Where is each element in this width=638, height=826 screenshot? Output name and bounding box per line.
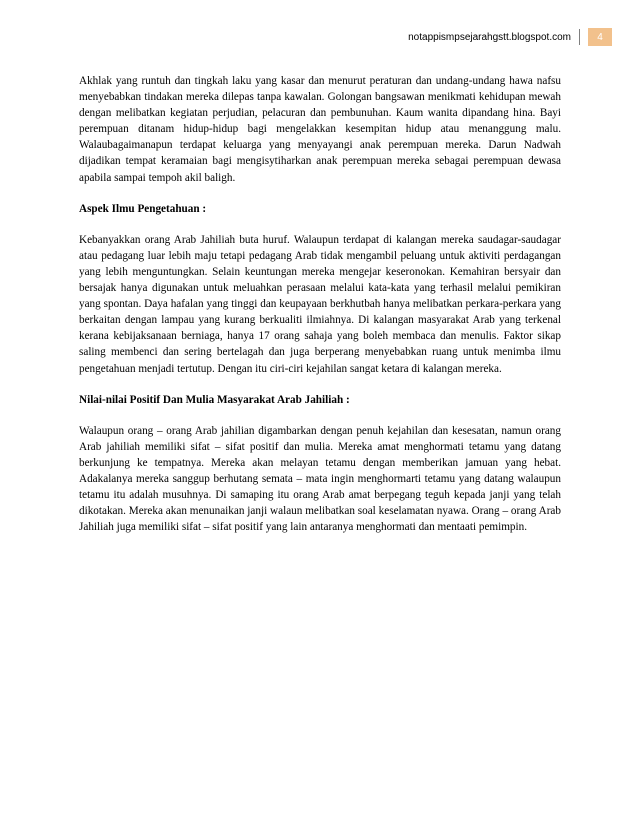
page-number-badge: 4 bbox=[588, 28, 612, 46]
heading-nilai-positif: Nilai-nilai Positif Dan Mulia Masyarakat Arab Jahiliah : bbox=[79, 393, 350, 406]
header-divider bbox=[579, 29, 580, 45]
page-content bbox=[79, 73, 561, 550]
heading-aspek-ilmu: Aspek Ilmu Pengetahuan : bbox=[79, 202, 207, 215]
paragraph-akhlak: Akhlak yang runtuh dan tingkah laku yang kasar dan menurut peraturan dan undang-undang hawa nafsu menyebabkan tindakan mereka dilepas tanpa kawalan. Golongan bangsawan menikmati kehidupan mewah dengan melibatkan kegiatan perjudian, pelacuran dan pembunuhan. Kaum wanita dipandang hina. Bayi perempuan ditanam hidup-hidup bagi mengelakkan kesempitan hidup atau menanggung malu. Walaubagaimanapun terdapat keluarga yang menyayangi anak perempuan mereka. Darun Nadwah dijadikan tempat keramaian bagi mengisytiharkan anak perempuan mereka sebagai perempuan dewasa apabila sampai tempoh akil baligh. bbox=[79, 75, 561, 184]
header-url[interactable]: notappismpsejarahgstt.blogspot.com bbox=[408, 31, 571, 43]
page-header bbox=[408, 28, 612, 46]
paragraph-nilai-positif: Walaupun orang – orang Arab jahilian digambarkan dengan penuh kejahilan dan kesesatan, namun orang Arab jahiliah memiliki sifat – sifat positif dan mulia. Mereka amat menghormati tetamu yang datang berkunjung ke tempatnya. Mereka akan melayan tetamu dengan memberikan jamuan yang hebat. Adakalanya mereka sanggup berhutang semata – mata ingin menghormarti tetamu yang datang walaupun tetamu itu adalah musuhnya. Di samaping itu orang Arab amat berpegang teguh kepada janji yang telah dikotakan. Mereka akan menunaikan janji walaun melibatkan soal keselamatan nyawa. Orang – orang Arab Jahiliah juga memiliki sifat – sifat positif yang lain antaranya menghormati dan mentaati pemimpin. bbox=[79, 424, 561, 534]
paragraph-ilmu: Kebanyakkan orang Arab Jahiliah buta huruf. Walaupun terdapat di kalangan mereka saudagar-saudagar atau pedagang luar lebih maju tetapi pedagang Arab tidak mengambil peluang untuk aktiviti perdagangan yang lebih menguntungkan. Selain keuntungan mereka mengejar keseronokan. Kemahiran bersyair dan bersajak hanya digunakan untuk meluahkan perasaan melalui kata-kata yang terhasil melalui pemikiran yang spontan. Daya hafalan yang tinggi dan keupayaan berkhutbah hanya melibatkan perkara-perkara yang berkaitan dengan lampau yang kurang berkualiti ilmiahnya. Di kalangan masyarakat Arab yang terkenal kerana kebijaksanaan berniaga, hanya 17 orang sahaja yang boleh membaca dan menulis. Faktor sikap saling membenci dan sering bertelagah dan juga berperang menyebabkan ruang untuk menimba ilmu pengetahuan menjadi tertutup. Dengan itu ciri-ciri kejahilan sangat ketara di kalangan mereka. bbox=[79, 233, 561, 375]
